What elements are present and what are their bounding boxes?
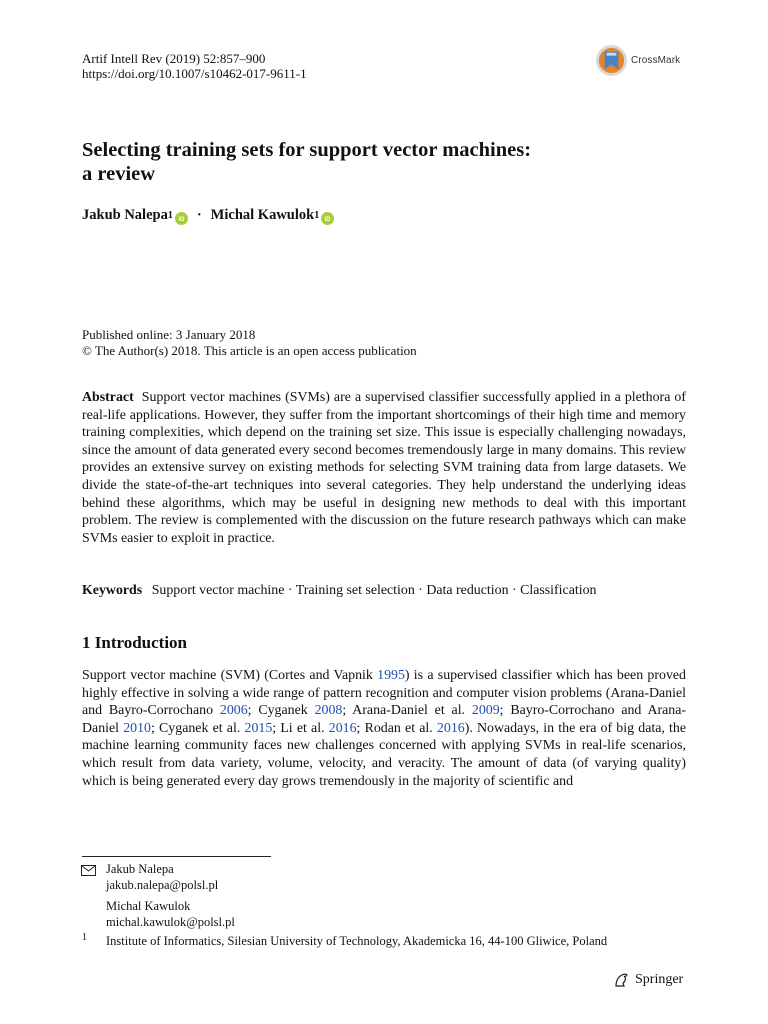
intro-text: ). Nowadays, in the era of big data, the machine learning community faces new challenges concerned with applying SVMs in real-life scenarios, which result from data variety, volume, velocity, and veracity. The amount of data (of varying quality) which is being generated every day grows tremendously in the majority of scientific and bbox=[82, 720, 687, 789]
section-number: 1 bbox=[82, 633, 91, 652]
journal-reference: Artif Intell Rev (2019) 52:857–900 bbox=[82, 51, 266, 66]
publisher-logo bbox=[612, 971, 683, 989]
intro-text: ; Rodan et al. bbox=[356, 720, 437, 736]
copyright-notice: © The Author(s) 2018. This article is an open access publication bbox=[82, 343, 417, 358]
keywords bbox=[82, 583, 702, 599]
contact-name: Michal Kawulok bbox=[106, 899, 191, 913]
publication-info bbox=[82, 327, 417, 359]
crossmark-icon bbox=[595, 44, 628, 77]
svg-text:iD: iD bbox=[178, 216, 185, 223]
springer-horse-icon bbox=[612, 971, 630, 989]
doi-link[interactable]: https://doi.org/10.1007/s10462-017-9611-1 bbox=[82, 66, 307, 81]
contact-name: Jakub Nalepa bbox=[106, 862, 174, 876]
title-line-2: a review bbox=[82, 163, 156, 185]
section-heading bbox=[82, 633, 187, 653]
intro-text: ; Cyganek et al. bbox=[151, 720, 245, 736]
footnote-divider bbox=[82, 856, 271, 857]
citation-link[interactable]: 2006 bbox=[219, 703, 248, 719]
orcid-icon[interactable] bbox=[175, 212, 188, 225]
abstract-text: Support vector machines (SVMs) are a supervised classifier successfully applied in a plethora of real-life applications. However, they suffer from the important shortcomings of their high time and memory training complexities, which depend on the training set size. This issue is especially challenging nowadays, since the amount of data generated every second becomes tremendously large in many domains. This review provides an extensive survey on existing methods for selecting SVM training data from large datasets. We divide the state-of-the-art techniques into several categories. They help understand the underlying ideas behind these algorithms, which may be useful in designing new methods to deal with this important problem. The review is complemented with the discussion on the future research pathways which can make SVMs easier to exploit in practice. bbox=[82, 390, 686, 546]
contact-info bbox=[106, 862, 235, 930]
author-name-2: Michal Kawulok bbox=[210, 207, 315, 223]
citation-link[interactable]: 2016 bbox=[436, 720, 465, 736]
introduction-paragraph bbox=[82, 667, 686, 790]
intro-text: ) is a supervised classifier which has been proved highly effective in solving a wide range of pattern recognition and computer vision problems (Arana-Daniel and Bayro-Corrochano bbox=[82, 668, 687, 719]
contact-email[interactable]: michal.kawulok@polsl.pl bbox=[106, 914, 235, 929]
publisher-name: Springer bbox=[635, 972, 684, 987]
author-affil-2: 1 bbox=[314, 210, 320, 221]
citation-link[interactable]: 1995 bbox=[377, 668, 405, 683]
intro-text: ; Arana-Daniel et al. bbox=[342, 703, 472, 719]
author-list bbox=[82, 207, 334, 224]
intro-text: ; Li et al. bbox=[272, 720, 329, 736]
title-line-1: Selecting training sets for support vector machines: bbox=[82, 139, 532, 161]
author-affil-1: 1 bbox=[167, 210, 173, 221]
section-title: Introduction bbox=[94, 633, 188, 652]
published-date: Published online: 3 January 2018 bbox=[82, 327, 256, 342]
citation-link[interactable]: 2015 bbox=[244, 720, 273, 736]
intro-text: ; Bayro-Corrochano and Arana-Daniel bbox=[82, 703, 687, 736]
author-separator: · bbox=[196, 207, 202, 223]
citation-link[interactable]: 2016 bbox=[328, 720, 357, 736]
abstract bbox=[82, 389, 686, 547]
contact-email[interactable]: jakub.nalepa@polsl.pl bbox=[106, 877, 219, 892]
crossmark-label: CrossMark bbox=[631, 55, 681, 66]
envelope-icon bbox=[81, 865, 96, 876]
crossmark-badge[interactable] bbox=[595, 44, 680, 77]
author-name-1: Jakub Nalepa bbox=[82, 207, 168, 223]
intro-text: Support vector machine (SVM) (Cortes and Vapnik bbox=[82, 668, 378, 683]
citation-link[interactable]: 2008 bbox=[314, 703, 343, 719]
citation-link[interactable]: 2009 bbox=[471, 703, 500, 719]
citation-link[interactable]: 2010 bbox=[123, 720, 151, 736]
keywords-label: Keywords bbox=[82, 583, 143, 598]
affiliation-text: Institute of Informatics, Silesian University of Technology, Akademicka 16, 44-100 Gliwice, Poland bbox=[106, 934, 608, 948]
abstract-label: Abstract bbox=[82, 390, 134, 405]
keywords-text: Support vector machine · Training set selection · Data reduction · Classification bbox=[151, 583, 597, 598]
paper-title bbox=[82, 138, 682, 186]
svg-text:iD: iD bbox=[324, 216, 331, 223]
orcid-icon[interactable] bbox=[321, 212, 334, 225]
intro-text: ; Cyganek bbox=[247, 703, 315, 719]
affiliation-number: 1 bbox=[82, 932, 87, 943]
